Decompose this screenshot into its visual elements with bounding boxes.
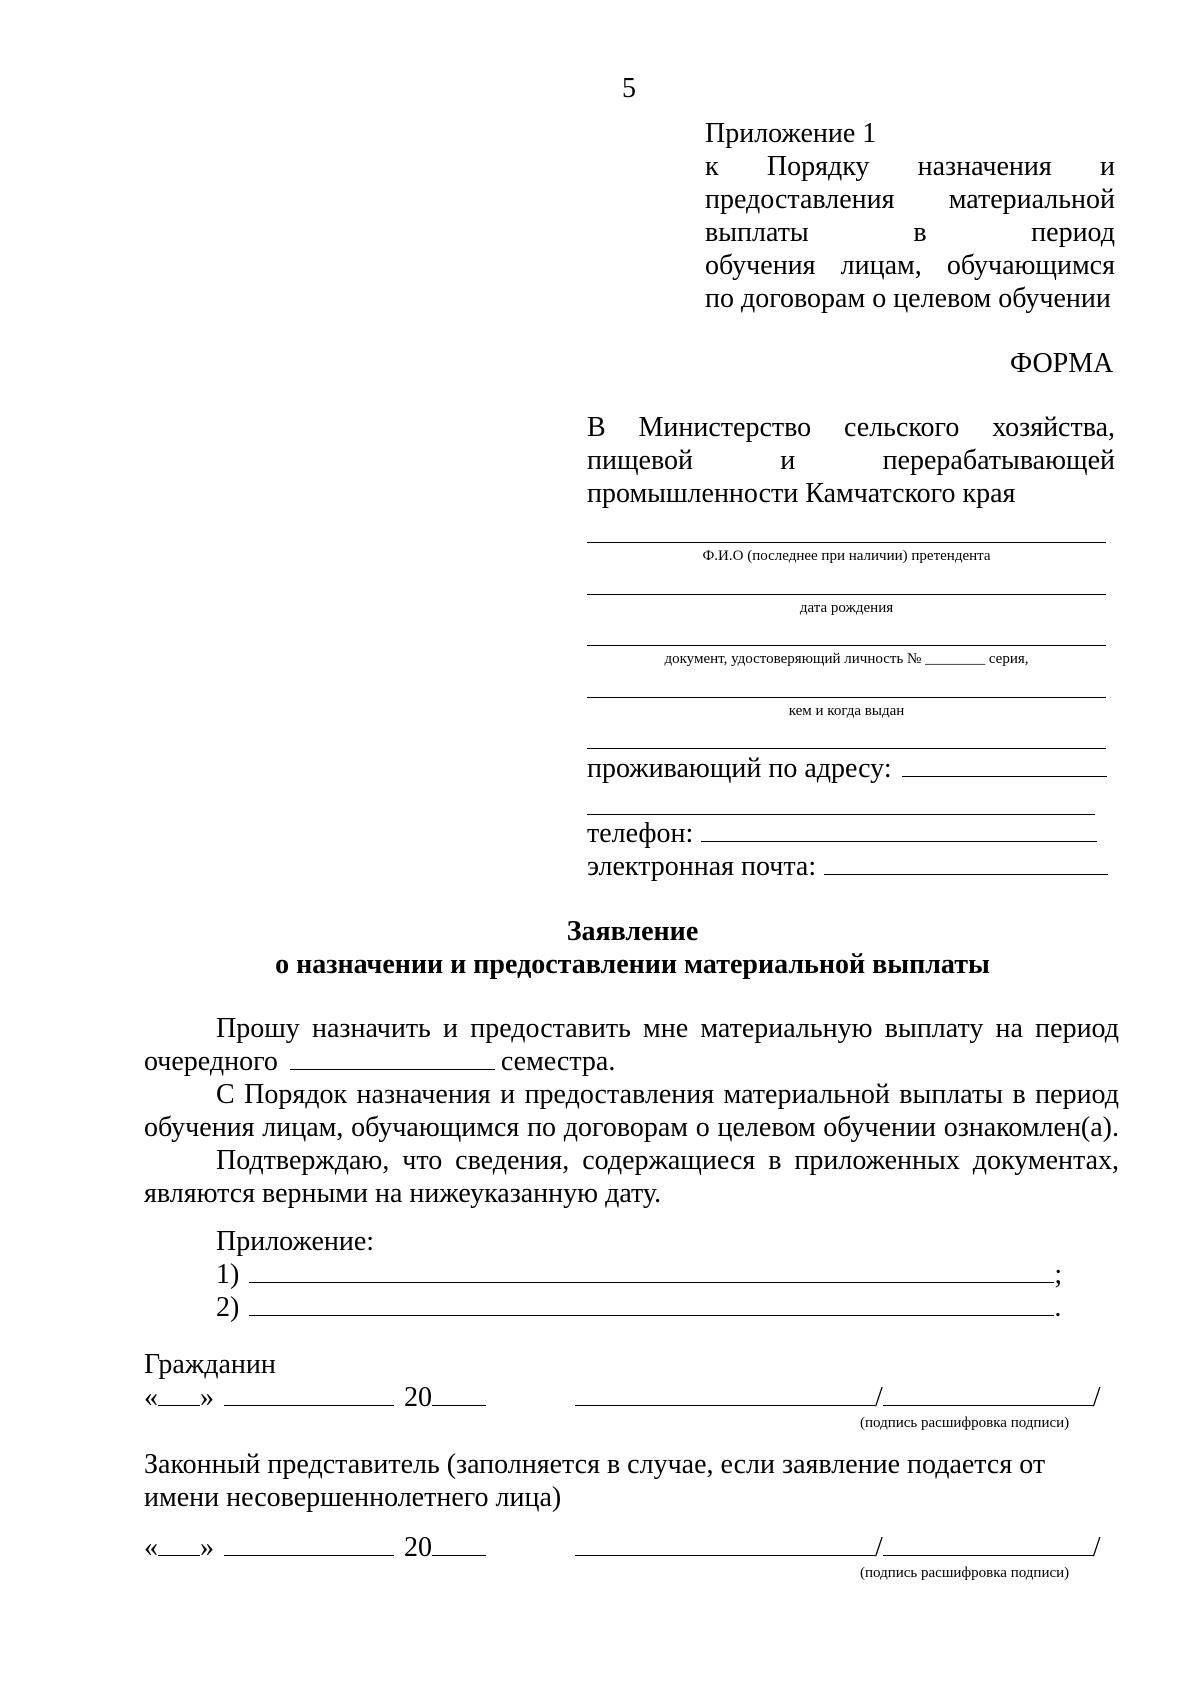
- representative-signature-row: [575, 1531, 1101, 1564]
- address-label: проживающий по адресу:: [587, 753, 892, 784]
- paragraph-line: обучения лицам, обучающимся по договорам о целевом обучении ознакомлен(а).: [144, 1112, 1119, 1143]
- citizen-day-field[interactable]: [158, 1381, 200, 1406]
- citizen-label: Гражданин: [144, 1349, 276, 1380]
- slash: /: [1092, 1382, 1101, 1413]
- representative-day-field[interactable]: [158, 1531, 200, 1556]
- addressee-line: В Министерство сельского хозяйства,: [587, 412, 1115, 443]
- email-row: [587, 850, 1108, 883]
- appendix-line: предоставления материальной: [705, 184, 1115, 215]
- identity-document-number-blank: ________: [925, 651, 986, 667]
- attachment-item-number: 2): [216, 1292, 240, 1323]
- identity-document-caption-b: серия,: [988, 651, 1029, 667]
- attachment-item-2-field[interactable]: [249, 1291, 1054, 1316]
- year-prefix: 20: [404, 1382, 432, 1413]
- slash: /: [875, 1382, 883, 1413]
- addressee-block: [587, 411, 1115, 510]
- attachment-item-number: 1): [216, 1259, 240, 1290]
- attachments-block: [216, 1225, 1066, 1324]
- body-text: [144, 1012, 1119, 1210]
- slash: /: [1092, 1532, 1101, 1563]
- appendix-line: к Порядку назначения и: [705, 151, 1115, 182]
- semester-prefix: очередного: [144, 1046, 278, 1077]
- attachment-item-1-field[interactable]: [249, 1258, 1054, 1283]
- representative-label: [144, 1448, 1119, 1514]
- phone-row: [587, 817, 1097, 850]
- semester-suffix: семестра.: [500, 1046, 616, 1077]
- paragraph-line: Подтверждаю, что сведения, содержащиеся в приложенных документах,: [216, 1145, 1119, 1176]
- attachment-item-1: [216, 1258, 1066, 1291]
- issued-by-line-end: [587, 748, 1106, 749]
- quote-close: »: [200, 1382, 214, 1413]
- semester-field[interactable]: [290, 1045, 495, 1070]
- email-label: электронная почта:: [587, 851, 817, 882]
- identity-document-line[interactable]: [587, 645, 1106, 646]
- appendix-line: выплаты в период: [705, 217, 1115, 248]
- page-number: 5: [622, 73, 636, 104]
- document-subtitle: о назначении и предоставлении материальной выплаты: [275, 949, 990, 980]
- appendix-line: по договорам о целевом обучении: [705, 283, 1111, 314]
- phone-label: телефон:: [587, 818, 694, 849]
- identity-document-caption-a: документ, удостоверяющий личность №: [664, 651, 922, 667]
- representative-signature-caption: (подпись расшифровка подписи): [860, 1565, 1070, 1581]
- document-title: Заявление: [566, 916, 699, 947]
- fio-line[interactable]: [587, 542, 1106, 543]
- birth-date-line[interactable]: [587, 594, 1106, 595]
- representative-signature-decoding-field[interactable]: [883, 1531, 1093, 1556]
- citizen-year-field[interactable]: [432, 1381, 486, 1406]
- address-field[interactable]: [902, 752, 1107, 777]
- representative-label-line: Законный представитель (заполняется в случае, если заявление подается от: [144, 1449, 1046, 1480]
- citizen-signature-decoding-field[interactable]: [883, 1381, 1093, 1406]
- form-label: ФОРМА: [1010, 348, 1114, 379]
- attachment-item-end: ;: [1054, 1259, 1063, 1290]
- representative-date-row: [144, 1531, 486, 1564]
- citizen-date-row: [144, 1381, 486, 1414]
- representative-signature-field[interactable]: [575, 1531, 875, 1556]
- issued-by-caption: кем и когда выдан: [788, 703, 905, 719]
- citizen-signature-field[interactable]: [575, 1381, 875, 1406]
- paragraph-line: С Порядок назначения и предоставления материальной выплаты в период: [216, 1079, 1119, 1110]
- quote-close: »: [200, 1532, 214, 1563]
- appendix-line: обучения лицам, обучающимся: [705, 250, 1115, 281]
- year-prefix: 20: [404, 1532, 432, 1563]
- semester-row: [144, 1045, 1119, 1078]
- address-row: [587, 752, 1107, 785]
- phone-field[interactable]: [701, 817, 1097, 842]
- representative-year-field[interactable]: [432, 1531, 486, 1556]
- quote-open: «: [144, 1382, 158, 1413]
- attachment-item-end: .: [1054, 1292, 1062, 1323]
- appendix-title: Приложение 1: [705, 118, 877, 149]
- citizen-month-field[interactable]: [224, 1381, 394, 1406]
- identity-document-caption: [587, 651, 1106, 668]
- addressee-line: промышленности Камчатского края: [587, 478, 1016, 509]
- paragraph-line: являются верными на нижеуказанную дату.: [144, 1178, 662, 1209]
- slash: /: [875, 1532, 883, 1563]
- addressee-line: пищевой и перерабатывающей: [587, 445, 1115, 476]
- attachments-label: Приложение:: [216, 1226, 375, 1257]
- appendix-block: [705, 117, 1115, 315]
- citizen-signature-row: [575, 1381, 1101, 1414]
- fio-caption: Ф.И.О (последнее при наличии) претендента: [702, 548, 991, 564]
- issued-by-line[interactable]: [587, 697, 1106, 698]
- representative-month-field[interactable]: [224, 1531, 394, 1556]
- representative-label-line: имени несовершеннолетнего лица): [144, 1482, 562, 1513]
- address-field-line-2[interactable]: [587, 814, 1095, 815]
- quote-open: «: [144, 1532, 158, 1563]
- citizen-signature-caption: (подпись расшифровка подписи): [860, 1415, 1070, 1431]
- birth-date-caption: дата рождения: [799, 600, 894, 616]
- email-field[interactable]: [824, 850, 1108, 875]
- paragraph-line: Прошу назначить и предоставить мне материальную выплату на период: [216, 1013, 1119, 1044]
- attachment-item-2: [216, 1291, 1066, 1324]
